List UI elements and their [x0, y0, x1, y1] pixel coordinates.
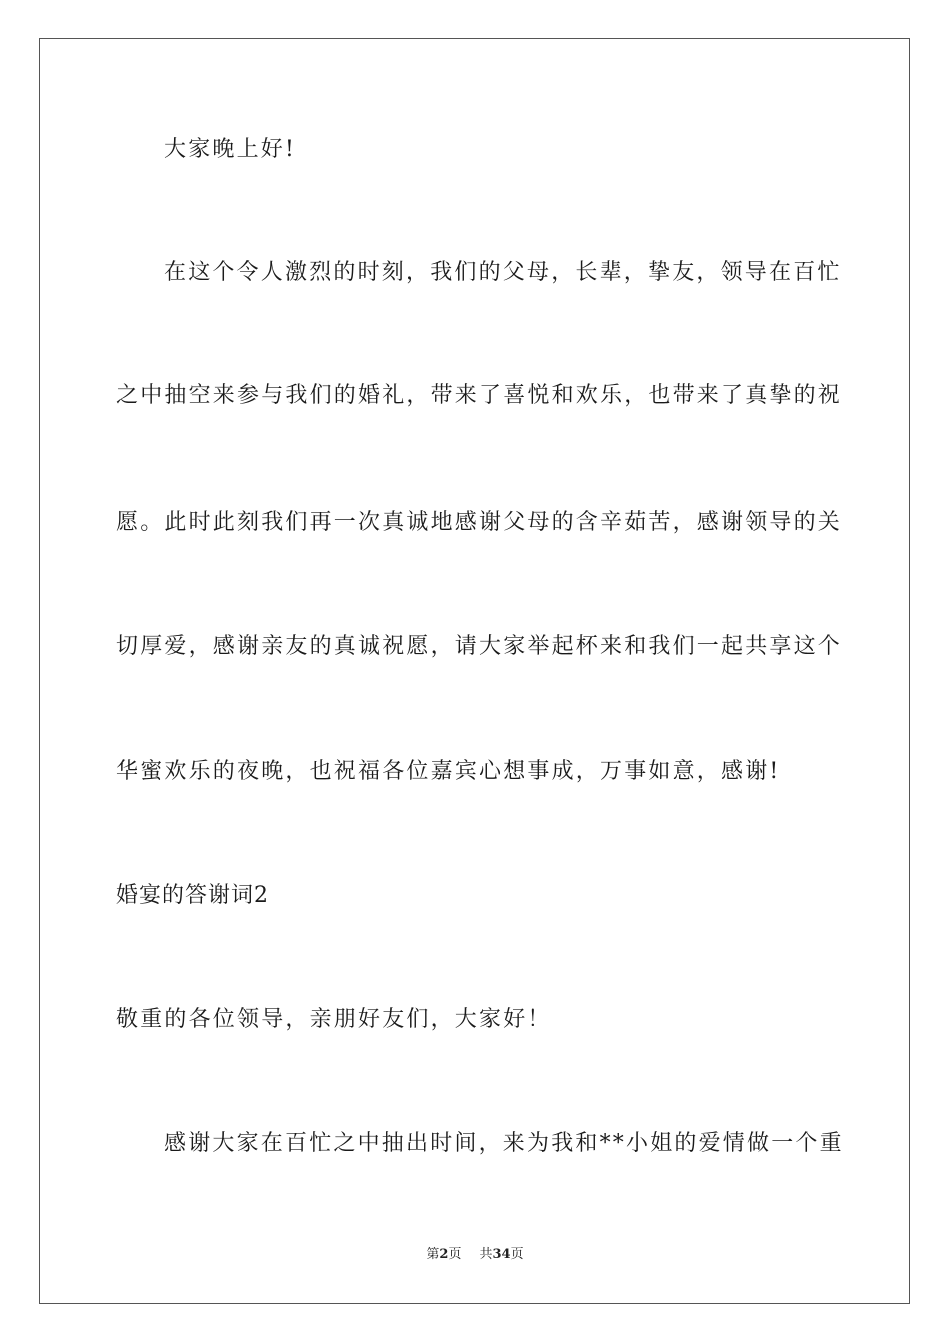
salutation-line: 敬重的各位领导，亲朋好友们，大家好！	[116, 1007, 552, 1032]
paragraph-greeting: 大家晚上好!	[164, 137, 297, 162]
paragraph-line: 华蜜欢乐的夜晚，也祝福各位嘉宾心想事成，万事如意，感谢!	[116, 759, 781, 784]
page-border	[39, 38, 910, 1304]
footer-page-number: 2	[439, 1247, 449, 1262]
page-footer	[0, 1246, 950, 1264]
paragraph-line: 切厚爱，感谢亲友的真诚祝愿，请大家举起杯来和我们一起共享这个	[116, 634, 843, 659]
paragraph-line: 愿。此时此刻我们再一次真诚地感谢父母的含辛茹苦，感谢领导的关	[116, 510, 843, 535]
footer-total-suffix: 页	[510, 1247, 524, 1262]
footer-total-prefix: 共	[479, 1247, 493, 1262]
paragraph-line: 之中抽空来参与我们的婚礼，带来了喜悦和欢乐，也带来了真挚的祝	[116, 383, 843, 408]
paragraph-line: 在这个令人激烈的时刻，我们的父母，长辈，挚友，领导在百忙	[164, 260, 842, 285]
footer-total-pages: 34	[492, 1247, 511, 1262]
footer-page-prefix: 第	[426, 1247, 440, 1262]
section-heading: 婚宴的答谢词2	[116, 883, 269, 908]
paragraph-line: 感谢大家在百忙之中抽出时间，来为我和**小姐的爱情做一个重	[164, 1131, 844, 1156]
footer-page-suffix: 页	[448, 1247, 462, 1262]
